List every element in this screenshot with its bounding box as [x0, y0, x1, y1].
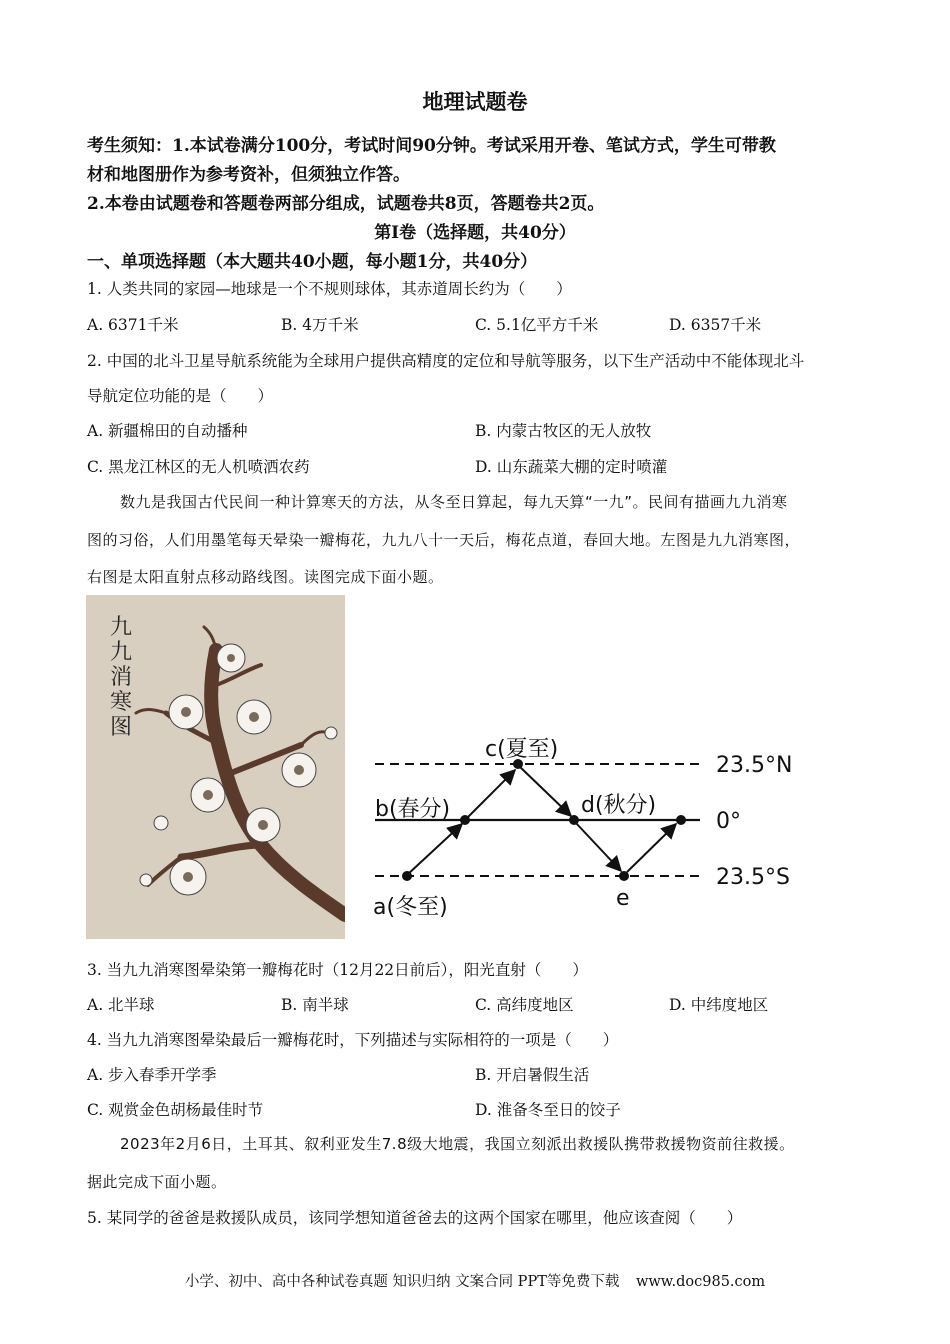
plum-branch-illustration: [86, 595, 345, 939]
painting-caption-char: 图: [110, 715, 133, 740]
q2-stem-line-2: 导航定位功能的是（ ）: [87, 387, 274, 405]
passage-2-line-1: 2023年2月6日，土耳其、叙利亚发生7.8级大地震，我国立刻派出救援队携带救援物资前往救援。: [120, 1135, 795, 1153]
section-title: 一、单项选择题（本大题共40小题，每小题1分，共40分）: [87, 252, 538, 272]
passage-1-line-3: 右图是太阳直射点移动路线图。读图完成下面小题。: [87, 568, 444, 586]
sun-direct-point-diagram: [365, 720, 820, 930]
q3-option-b: B. 南半球: [281, 996, 349, 1014]
point-a: [402, 871, 412, 881]
q2-option-a: A. 新疆棉田的自动播种: [87, 422, 248, 440]
path-d-to-e: [575, 822, 621, 871]
q1-option-b: B. 4万千米: [281, 316, 359, 334]
passage-2-line-2: 据此完成下面小题。: [87, 1173, 227, 1191]
notice-line-3: 2.本卷由试题卷和答题卷两部分组成，试题卷共8页，答题卷共2页。: [87, 194, 605, 214]
path-a-to-b: [407, 824, 462, 875]
label-d: d(秋分): [581, 793, 657, 818]
q2-option-b: B. 内蒙古牧区的无人放牧: [475, 422, 652, 440]
q4-option-d: D. 淮备冬至日的饺子: [475, 1101, 621, 1119]
footer-text: 小学、初中、高中各种试卷真题 知识归纳 文案合同 PPT等免费下载: [184, 1274, 620, 1290]
label-a: a(冬至): [373, 895, 448, 920]
point-next: [676, 815, 686, 825]
path-c-to-d: [519, 766, 571, 816]
q3-option-c: C. 高纬度地区: [475, 996, 574, 1014]
q4-stem: 4. 当九九消寒图晕染最后一瓣梅花时，下列描述与实际相符的一项是（ ）: [87, 1031, 619, 1049]
q4-option-b: B. 开启暑假生活: [475, 1066, 590, 1084]
label-lat-north: 23.5°N: [716, 753, 793, 778]
point-e: [619, 871, 629, 881]
label-e: e: [616, 886, 630, 911]
page-title: 地理试题卷: [422, 89, 528, 114]
notice-line-1: 考生须知：1.本试卷满分100分，考试时间90分钟。考试采用开卷、笔试方式，学生可带教: [87, 136, 776, 156]
nine-nines-painting: [86, 595, 345, 939]
point-d: [569, 815, 579, 825]
point-b: [460, 815, 470, 825]
painting-caption-char: 九: [110, 615, 133, 640]
q4-option-c: C. 观赏金色胡杨最佳时节: [87, 1101, 264, 1119]
q3-option-a: A. 北半球: [87, 996, 155, 1014]
part-title: 第Ⅰ卷（选择题，共40分）: [374, 223, 576, 243]
label-lat-equator: 0°: [716, 809, 741, 834]
q2-option-d: D. 山东蔬菜大棚的定时喷灌: [475, 458, 668, 476]
q1-stem: 1. 人类共同的家园—地球是一个不规则球体，其赤道周长约为（ ）: [87, 280, 572, 298]
q3-stem: 3. 当九九消寒图晕染第一瓣梅花时（12月22日前后），阳光直射（ ）: [87, 961, 588, 979]
passage-1-line-1: 数九是我国古代民间一种计算寒天的方法，从冬至日算起，每九天算“一九”。民间有描画九九消寒: [120, 493, 788, 511]
page-footer: [0, 1270, 950, 1291]
label-b: b(春分): [375, 797, 451, 822]
notice-line-2: 材和地图册作为参考资补，但须独立作答。: [87, 165, 410, 185]
painting-caption-char: 寒: [110, 690, 133, 715]
q2-stem-line-1: 2. 中国的北斗卫星导航系统能为全球用户提供高精度的定位和导航等服务，以下生产活动中不能体现北斗: [87, 352, 805, 370]
label-c: c(夏至): [485, 737, 559, 762]
q1-option-c: C. 5.1亿平方千米: [475, 316, 599, 334]
path-e-onward: [627, 824, 676, 872]
label-lat-south: 23.5°S: [716, 865, 790, 890]
q1-option-d: D. 6357千米: [669, 316, 762, 334]
q2-option-c: C. 黑龙江林区的无人机喷洒农药: [87, 458, 310, 476]
path-b-to-c: [465, 770, 515, 820]
q5-stem: 5. 某同学的爸爸是救援队成员，该同学想知道爸爸去的这两个国家在哪里，他应该查阅（ ）: [87, 1209, 743, 1227]
passage-1-line-2: 图的习俗，人们用墨笔每天晕染一瓣梅花，九九八十一天后，梅花点道，春回大地。左图是九九消寒图，: [87, 531, 801, 549]
q4-option-a: A. 步入春季开学季: [87, 1066, 217, 1084]
q3-option-d: D. 中纬度地区: [669, 996, 769, 1014]
painting-caption-char: 九: [110, 640, 133, 665]
painting-caption-char: 消: [110, 665, 133, 690]
footer-link[interactable]: www.doc985.com: [635, 1274, 766, 1290]
q1-option-a: A. 6371千米: [87, 316, 179, 334]
